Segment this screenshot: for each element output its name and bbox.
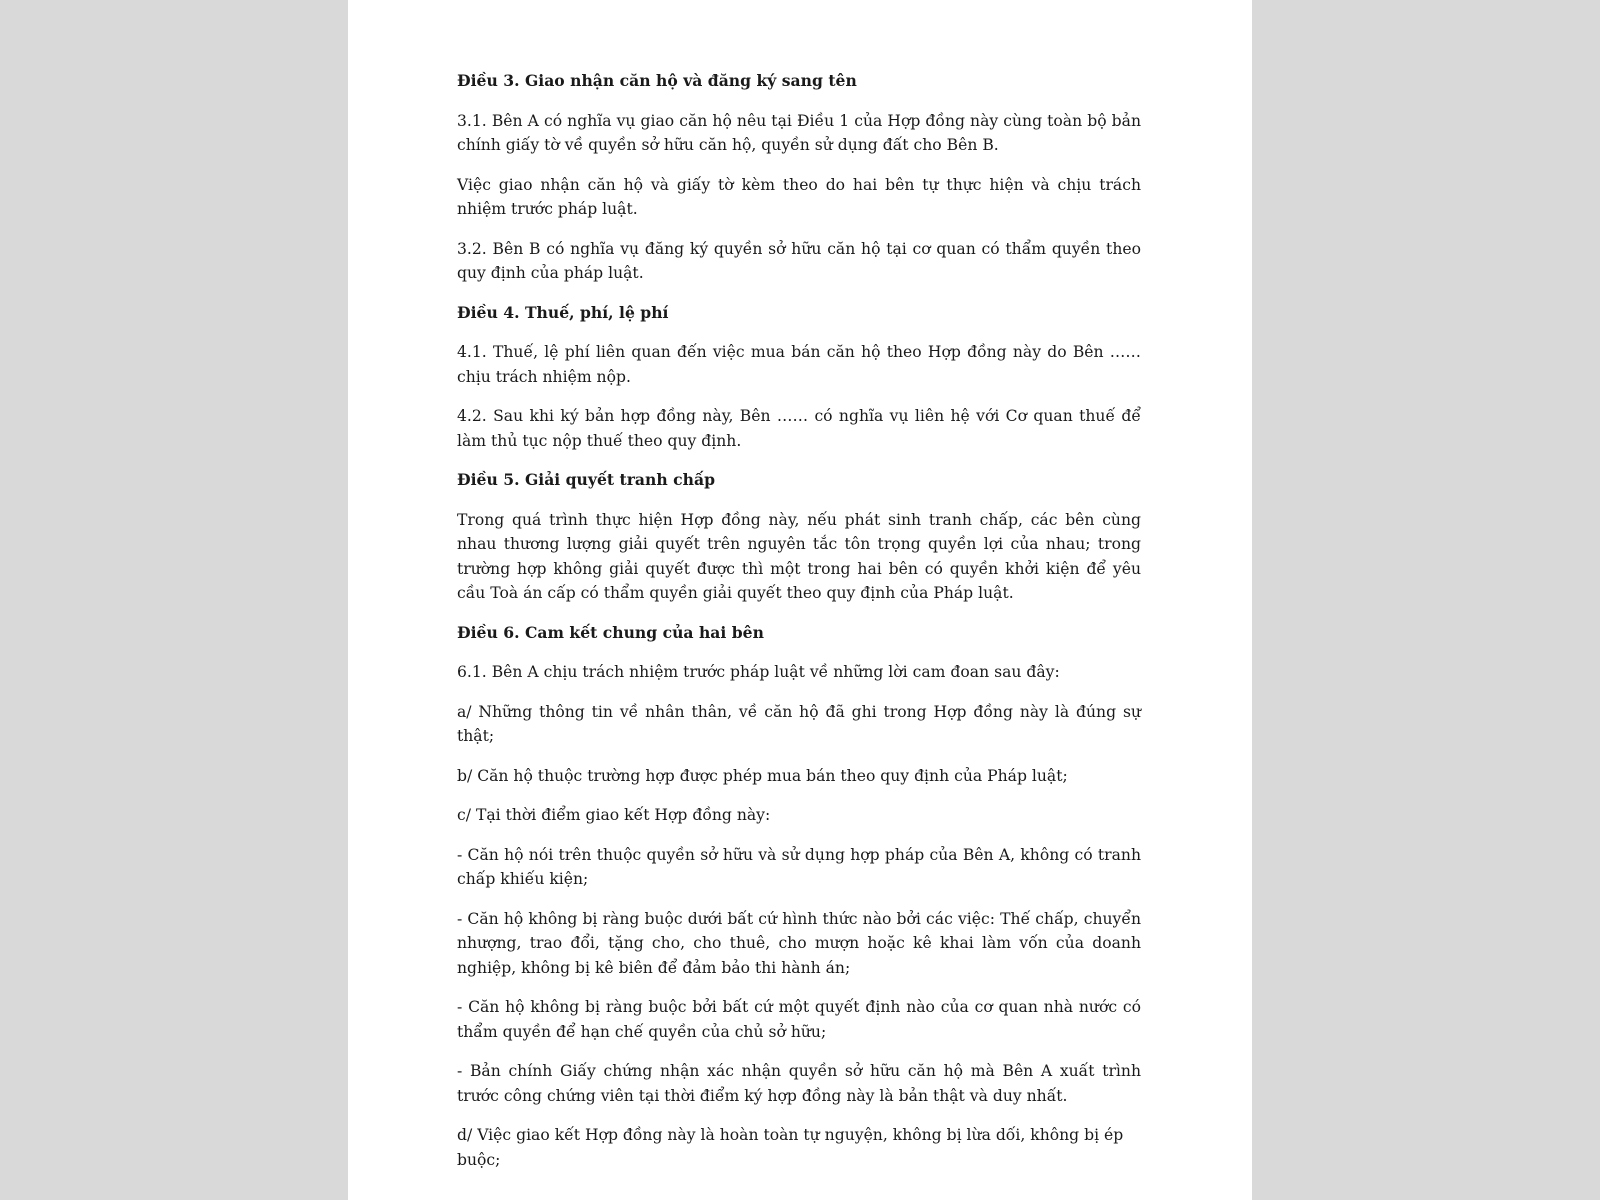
paragraph-6-1-c: c/ Tại thời điểm giao kết Hợp đồng này:	[457, 806, 771, 824]
paragraph-6-1-c-item-2: - Căn hộ không bị ràng buộc dưới bất cứ hình thức nào bởi các việc: Thế chấp, chuyển nhượng, trao đổi, tặng cho, cho thuê, cho mượn hoặc kê khai làm vốn của doanh nghiệp, không bị kê biên để đảm bảo thi hành án;	[457, 909, 1141, 977]
article-3-heading: Điều 3. Giao nhận căn hộ và đăng ký sang tên	[457, 71, 857, 90]
paragraph-6-1-a: a/ Những thông tin về nhân thân, về căn hộ đã ghi trong Hợp đồng này là đúng sự thật;	[457, 702, 1141, 745]
paragraph-3-1: 3.1. Bên A có nghĩa vụ giao căn hộ nêu tại Điều 1 của Hợp đồng này cùng toàn bộ bản chính giấy tờ về quyền sở hữu căn hộ, quyền sử dụng đất cho Bên B.	[457, 111, 1141, 154]
paragraph-4-1: 4.1. Thuế, lệ phí liên quan đến việc mua bán căn hộ theo Hợp đồng này do Bên …… chịu trách nhiệm nộp.	[457, 343, 1141, 386]
paragraph-3-1-handover: Việc giao nhận căn hộ và giấy tờ kèm theo do hai bên tự thực hiện và chịu trách nhiệm trước pháp luật.	[457, 175, 1141, 218]
paragraph-4-2: 4.2. Sau khi ký bản hợp đồng này, Bên …… có nghĩa vụ liên hệ với Cơ quan thuế để làm thủ tục nộp thuế theo quy định.	[457, 407, 1141, 450]
paragraph-6-1-c-item-1: - Căn hộ nói trên thuộc quyền sở hữu và sử dụng hợp pháp của Bên A, không có tranh chấp khiếu kiện;	[457, 845, 1141, 888]
paragraph-6-1-b: b/ Căn hộ thuộc trường hợp được phép mua bán theo quy định của Pháp luật;	[457, 766, 1068, 785]
article-6-heading: Điều 6. Cam kết chung của hai bên	[457, 622, 764, 642]
document-page	[348, 0, 1252, 1200]
paragraph-3-2: 3.2. Bên B có nghĩa vụ đăng ký quyền sở hữu căn hộ tại cơ quan có thẩm quyền theo quy định của pháp luật.	[457, 239, 1141, 282]
article-4-heading: Điều 4. Thuế, phí, lệ phí	[457, 302, 669, 322]
article-5-heading: Điều 5. Giải quyết tranh chấp	[457, 470, 715, 489]
paragraph-6-1-c-item-4: - Bản chính Giấy chứng nhận xác nhận quyền sở hữu căn hộ mà Bên A xuất trình trước công chứng viên tại thời điểm ký hợp đồng này là bản thật và duy nhất.	[457, 1062, 1141, 1105]
paragraph-6-1: 6.1. Bên A chịu trách nhiệm trước pháp luật về những lời cam đoan sau đây:	[457, 663, 1060, 681]
document-content	[457, 69, 1141, 1187]
paragraph-6-1-c-item-3: - Căn hộ không bị ràng buộc bởi bất cứ một quyết định nào của cơ quan nhà nước có thẩm quyền để hạn chế quyền của chủ sở hữu;	[457, 998, 1141, 1041]
paragraph-5-dispute: Trong quá trình thực hiện Hợp đồng này, nếu phát sinh tranh chấp, các bên cùng nhau thương lượng giải quyết trên nguyên tắc tôn trọng quyền lợi của nhau; trong trường hợp không giải quyết được thì một trong hai bên có quyền khởi kiện để yêu cầu Toà án cấp có thẩm quyền giải quyết theo quy định của Pháp luật.	[457, 510, 1141, 602]
paragraph-6-1-d: d/ Việc giao kết Hợp đồng này là hoàn toàn tự nguyện, không bị lừa dối, không bị ép buộc;	[457, 1126, 1124, 1169]
